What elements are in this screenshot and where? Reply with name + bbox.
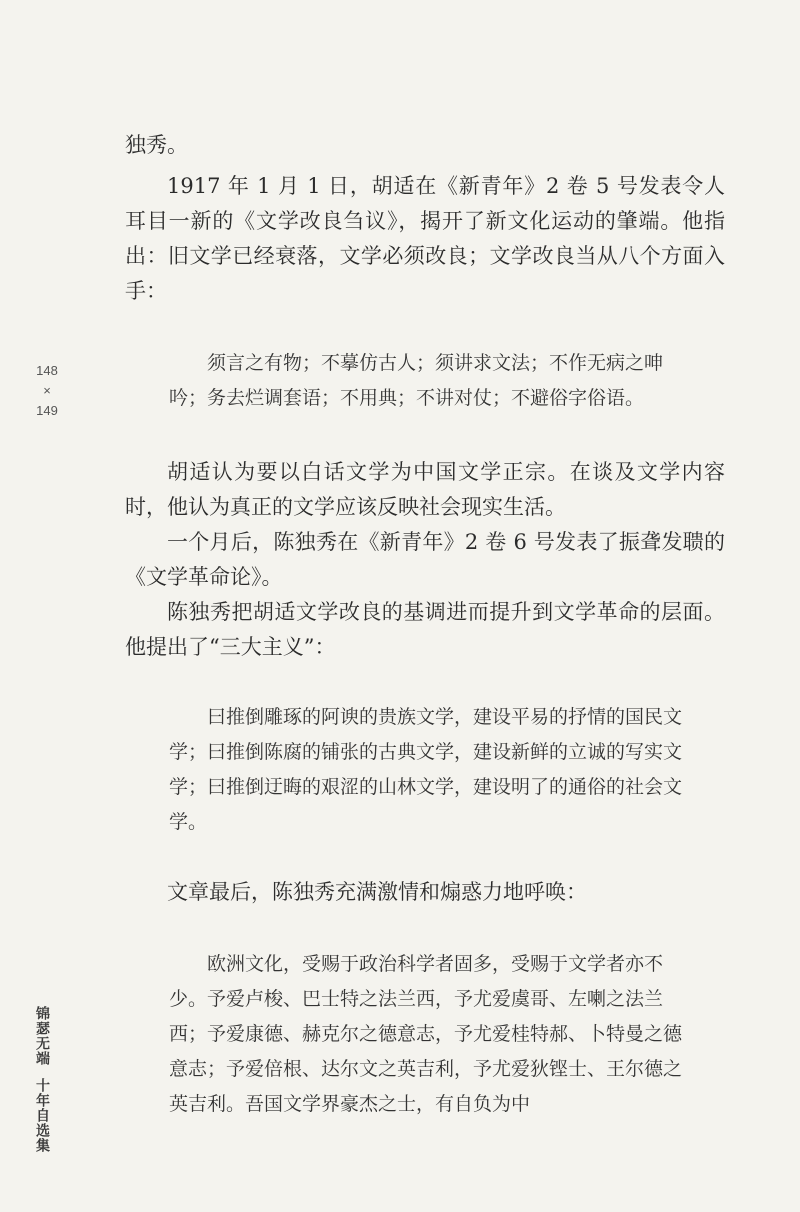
paragraph-3: 胡适认为要以白话文学为中国文学正宗。在谈及文学内容时，他认为真正的文学应该反映社会现实生活。	[125, 460, 725, 519]
body-text	[125, 128, 725, 1122]
paragraph-2: 1917 年 1 月 1 日，胡适在《新青年》2 卷 5 号发表令人耳目一新的《文学改良刍议》，揭开了新文化运动的肇端。他指出：旧文学已经衰落，文学必须改良；文学改良当从八个方面入手：	[125, 174, 725, 303]
running-title	[36, 1006, 52, 1153]
paragraph-4: 一个月后，陈独秀在《新青年》2 卷 6 号发表了振聋发聩的《文学革命论》。	[125, 530, 725, 589]
book-title: 锦瑟无端	[34, 1006, 50, 1066]
page-number	[28, 361, 66, 421]
quote-1: 须言之有物；不摹仿古人；须讲求文法；不作无病之呻吟；务去烂调套语；不用典；不讲对仗；不避俗字俗语。	[169, 353, 664, 409]
book-subtitle: 十年自选集	[34, 1078, 50, 1153]
paragraph-5: 陈独秀把胡适文学改良的基调进而提升到文学革命的层面。他提出了“三大主义”：	[125, 600, 725, 659]
page-number-right: 149	[36, 403, 58, 418]
page-number-left: 148	[36, 363, 58, 378]
quote-3: 欧洲文化，受赐于政治科学者固多，受赐于文学者亦不少。予爱卢梭、巴士特之法兰西，予尤爱虞哥、左喇之法兰西；予爱康德、赫克尔之德意志，予尤爱桂特郝、卜特曼之德意志；予爱倍根、达尔文之英吉利，予尤爱狄铿士、王尔德之英吉利。吾国文学界豪杰之士，有自负为中	[169, 954, 683, 1115]
quote-2: 曰推倒雕琢的阿谀的贵族文学，建设平易的抒情的国民文学；曰推倒陈腐的铺张的古典文学，建设新鲜的立诚的写实文学；曰推倒迂晦的艰涩的山林文学，建设明了的通俗的社会文学。	[169, 707, 683, 833]
paragraph-1: 独秀。	[125, 133, 188, 157]
paragraph-6: 文章最后，陈独秀充满激情和煽惑力地呼唤：	[167, 880, 587, 904]
page-number-separator: ×	[43, 383, 51, 398]
